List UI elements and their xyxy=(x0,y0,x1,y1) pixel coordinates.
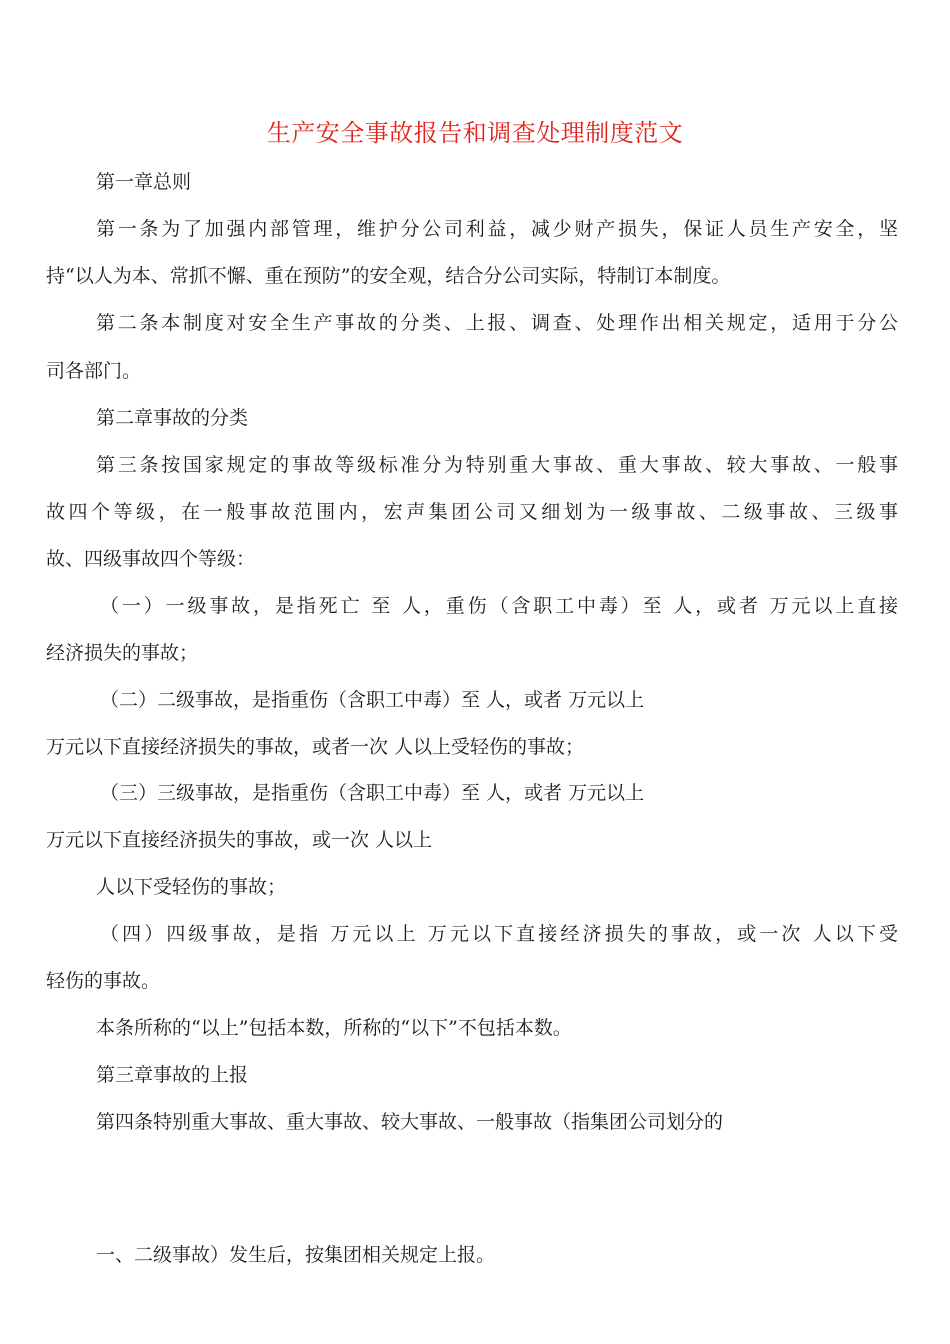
list-item-line: 经济损失的事故； xyxy=(46,642,199,664)
list-item-line: （四）四级事故，是指 万元以上 万元以下直接经济损失的事故，或一次 人以下受 xyxy=(100,923,898,945)
list-item-line: 万元以下直接经济损失的事故，或者一次 人以上受轻伤的事故； xyxy=(46,736,585,758)
paragraph-line: 一、二级事故）发生后，按集团相关规定上报。 xyxy=(96,1244,496,1266)
paragraph-line: 第一条为了加强内部管理，维护分公司利益，减少财产损失，保证人员生产安全，坚 xyxy=(96,218,898,240)
list-item-line: 万元以下直接经济损失的事故，或一次 人以上 xyxy=(46,829,433,851)
paragraph-line: 第四条特别重大事故、重大事故、较大事故、一般事故（指集团公司划分的 xyxy=(96,1111,724,1133)
paragraph-line: 本条所称的“以上”包括本数，所称的“以下”不包括本数。 xyxy=(96,1017,572,1039)
paragraph-line: 司各部门。 xyxy=(46,360,142,382)
paragraph-line: 第二条本制度对安全生产事故的分类、上报、调查、处理作出相关规定，适用于分公 xyxy=(96,312,898,334)
document-title: 生产安全事故报告和调查处理制度范文 xyxy=(266,119,684,147)
list-item-line: 轻伤的事故。 xyxy=(46,970,161,992)
paragraph-line: 故四个等级，在一般事故范围内，宏声集团公司又细划为一级事故、二级事故、三级事 xyxy=(46,501,898,523)
chapter-heading: 第一章总则 xyxy=(96,171,192,193)
paragraph-line: 第三条按国家规定的事故等级标准分为特别重大事故、重大事故、较大事故、一般事 xyxy=(96,454,898,476)
chapter-heading: 第三章事故的上报 xyxy=(96,1064,249,1086)
paragraph-line: 持“以人为本、常抓不懈、重在预防”的安全观，结合分公司实际，特制订本制度。 xyxy=(46,265,731,287)
list-item-line: 人以下受轻伤的事故； xyxy=(96,876,287,898)
paragraph-line: 故、四级事故四个等级： xyxy=(46,548,256,570)
chapter-heading: 第二章事故的分类 xyxy=(96,407,249,429)
list-item-line: （二）二级事故，是指重伤（含职工中毒）至 人，或者 万元以上 xyxy=(100,689,645,711)
list-item-line: （三）三级事故，是指重伤（含职工中毒）至 人，或者 万元以上 xyxy=(100,782,645,804)
list-item-line: （一）一级事故，是指死亡 至 人，重伤（含职工中毒）至 人，或者 万元以上直接 xyxy=(100,595,898,617)
